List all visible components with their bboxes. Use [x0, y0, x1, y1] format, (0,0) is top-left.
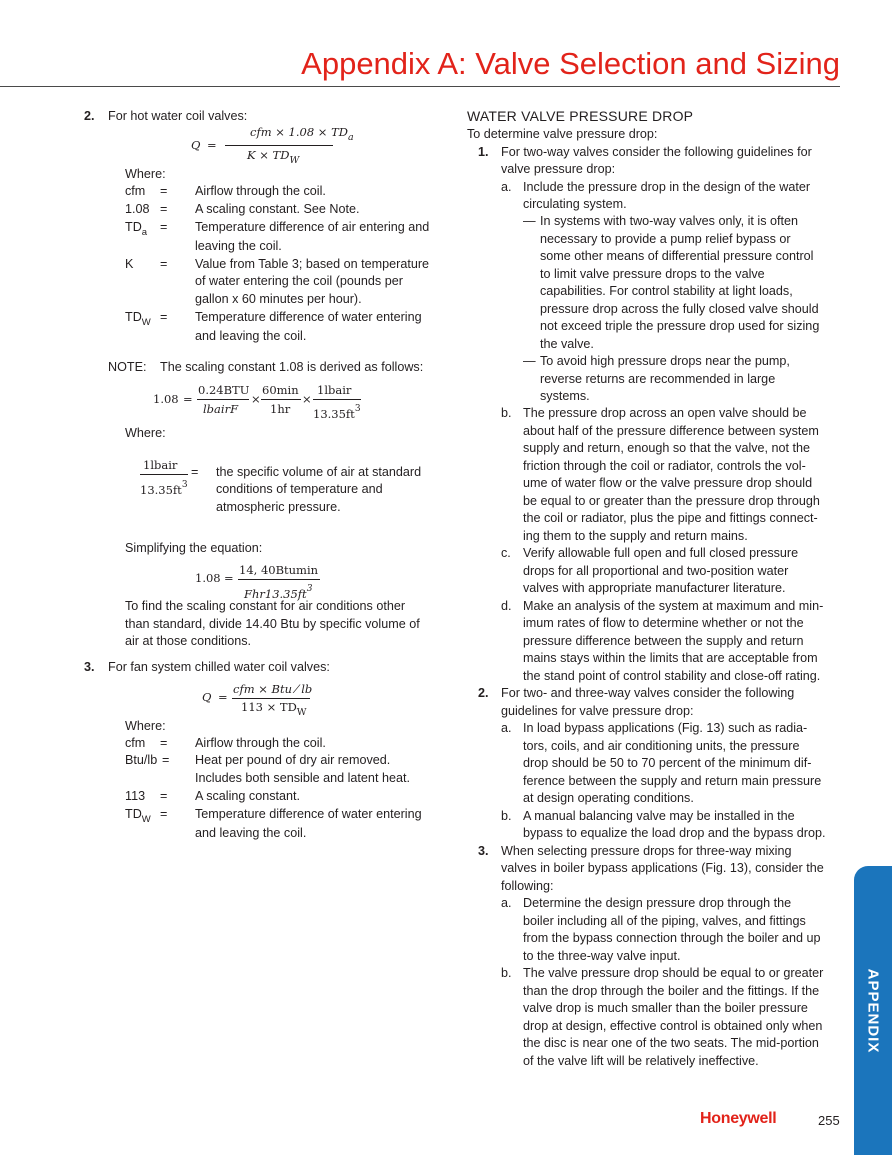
item-line: guidelines for valve pressure drop:: [501, 704, 694, 718]
definition-equals: =: [191, 465, 199, 479]
fraction-bar: [197, 399, 249, 400]
page-number: 255: [818, 1113, 840, 1128]
def-text: Airflow through the coil.: [195, 736, 326, 750]
subitem-line: be equal to or greater than the pressure drop through: [523, 494, 820, 508]
section-intro: To determine valve pressure drop:: [467, 127, 658, 141]
subitem-line: ume of water flow or the valve pressure drop should: [523, 476, 813, 490]
dash-line: In systems with two-way valves only, it is often: [540, 214, 799, 228]
def-text: Value from Table 3; based on temperature: [195, 257, 430, 271]
subitem-letter: a.: [501, 180, 512, 194]
fraction-denominator: $113 \times TD_W$: [241, 700, 307, 718]
def-text: Temperature difference of air entering and: [195, 220, 430, 234]
equation-lhs: Q: [191, 138, 201, 152]
simplify-label: Simplifying the equation:: [125, 541, 263, 555]
subitem-letter: c.: [501, 546, 511, 560]
subitem-line: Verify allowable full open and full closed pressure: [523, 546, 799, 560]
equation-equals: =: [183, 392, 193, 406]
fraction-bar: [140, 474, 188, 475]
def-text: and leaving the coil.: [195, 329, 307, 343]
equation-equals: =: [207, 138, 217, 152]
subitem-line: In load bypass applications (Fig. 13) such as radia-: [523, 721, 808, 735]
subitem-line: pressure difference between the supply and return: [523, 634, 804, 648]
def-equals: =: [160, 807, 168, 821]
def-equals: =: [160, 736, 168, 750]
item-line: following:: [501, 879, 554, 893]
equation-numerator: cfm × $1.08 \times TD_a$: [250, 125, 354, 143]
def-term: Btu/lb: [125, 753, 158, 767]
subitem-line: friction through the coil or radiator, controls the vol-: [523, 459, 806, 473]
subitem-letter: b.: [501, 406, 512, 420]
def-text: leaving the coil.: [195, 239, 282, 253]
subitem-line: to the three-way valve input.: [523, 949, 681, 963]
dash-line: reverse returns are recommended in large: [540, 372, 776, 386]
fraction-bar: [261, 399, 301, 400]
subitem-line: supply and return, enough so that the valve, not the: [523, 441, 811, 455]
equation-equals: =: [218, 690, 228, 704]
subitem-line: circulating system.: [523, 197, 627, 211]
subitem-letter: d.: [501, 599, 512, 613]
def-term: K: [125, 257, 134, 271]
subitem-letter: a.: [501, 896, 512, 910]
subitem-line: the stand point of control stability and close-off rating.: [523, 669, 821, 683]
def-text: Temperature difference of water entering: [195, 807, 422, 821]
def-term: $TD_W$: [125, 807, 151, 825]
note-text: The scaling constant 1.08 is derived as follows:: [160, 360, 424, 374]
where-label: Where:: [125, 426, 166, 440]
item-number: 3.: [84, 660, 95, 674]
def-text: A scaling constant. See Note.: [195, 202, 360, 216]
def-term: $TD_a$: [125, 220, 148, 238]
page-title: Appendix A: Valve Selection and Sizing: [301, 46, 840, 81]
fraction-denominator: $13.35ft^3$: [140, 480, 188, 497]
subitem-line: at design operating conditions.: [523, 791, 694, 805]
fraction-numerator: 1lbair: [317, 383, 352, 397]
appendix-tab-label-wrap: [854, 866, 892, 1155]
dash-line: the valve.: [540, 337, 594, 351]
equation-lhs: 1.08: [153, 392, 179, 406]
def-equals: =: [160, 257, 168, 271]
dash-line: some other means of differential pressure control: [540, 249, 814, 263]
subitem-line: bypass to equalize the load drop and the bypass drop.: [523, 826, 826, 840]
dash-bullet: —: [523, 354, 536, 368]
def-text: gallon x 60 minutes per hour).: [195, 292, 362, 306]
item-line: For two-way valves consider the following guidelines for: [501, 145, 812, 159]
dash-line: systems.: [540, 389, 590, 403]
dash-line: capabilities. For control stability at light loads,: [540, 284, 793, 298]
times-sign: ×: [251, 392, 261, 406]
subitem-line: The valve pressure drop should be equal to or greater: [523, 966, 824, 980]
fraction-denominator: 1hr: [270, 402, 291, 416]
def-equals: =: [160, 184, 168, 198]
subitem-line: mains stays within the limits that are acceptable from: [523, 651, 818, 665]
def-text: Includes both sensible and latent heat.: [195, 771, 410, 785]
def-equals: =: [162, 753, 170, 767]
def-equals: =: [160, 789, 168, 803]
def-text: A scaling constant.: [195, 789, 301, 803]
title-rule: [0, 86, 840, 87]
where-label: Where:: [125, 719, 166, 733]
subitem-line: Include the pressure drop in the design of the water: [523, 180, 811, 194]
def-term: 113: [125, 789, 146, 803]
subitem-line: valves with appropriate manufacturer literature.: [523, 581, 786, 595]
subitem-line: The pressure drop across an open valve should be: [523, 406, 807, 420]
subitem-line: about half of the pressure difference between system: [523, 424, 819, 438]
paragraph-line: To find the scaling constant for air conditions other: [125, 599, 406, 613]
paragraph-line: air at those conditions.: [125, 634, 252, 648]
fraction-numerator: cfm × Btu ⁄ lb: [233, 682, 313, 696]
subitem-letter: a.: [501, 721, 512, 735]
def-term: cfm: [125, 736, 146, 750]
subitem-line: of the valve lift will be relatively ineffective.: [523, 1054, 759, 1068]
fraction-bar: [225, 145, 333, 146]
dash-bullet: —: [523, 214, 536, 228]
dash-line: To avoid high pressure drops near the pump,: [540, 354, 790, 368]
subitem-letter: b.: [501, 966, 512, 980]
def-term: 1.08: [125, 202, 150, 216]
def-term: cfm: [125, 184, 146, 198]
subitem-line: ing them to the supply and return mains.: [523, 529, 748, 543]
equation-equals: =: [224, 571, 234, 585]
item-number: 3.: [478, 844, 489, 858]
def-equals: =: [160, 220, 168, 234]
section-heading: WATER VALVE PRESSURE DROP: [467, 108, 694, 124]
fraction-bar: [313, 399, 361, 400]
dash-line: necessary to provide a pump relief bypass or: [540, 232, 791, 246]
item-number: 2.: [84, 109, 95, 123]
subitem-line: tors, coils, and air conditioning units, the pressure: [523, 739, 800, 753]
subitem-line: drops for all proportional and two-position water: [523, 564, 789, 578]
definition-text: conditions of temperature and: [216, 482, 383, 496]
paragraph-line: than standard, divide 14.40 Btu by specific volume of: [125, 617, 420, 631]
def-equals: =: [160, 202, 168, 216]
fraction-denominator: $Fhr13.35ft^3$: [244, 584, 313, 601]
where-label: Where:: [125, 167, 166, 181]
fraction-denominator: lbairF: [203, 402, 239, 416]
fraction-denominator: $13.35ft^3$: [313, 404, 361, 421]
item-text: For hot water coil valves:: [108, 109, 248, 123]
equation-lhs: Q: [202, 690, 212, 704]
subitem-line: the disc is near one of the two seats. The mid-portion: [523, 1036, 819, 1050]
def-text: and leaving the coil.: [195, 826, 307, 840]
item-line: When selecting pressure drops for three-way mixing: [501, 844, 792, 858]
fraction-numerator: 60min: [262, 383, 299, 397]
item-number: 2.: [478, 686, 489, 700]
fraction-numerator: 14, 40Btumin: [239, 563, 319, 577]
subitem-line: ference between the supply and return main pressure: [523, 774, 822, 788]
times-sign: ×: [302, 392, 312, 406]
subitem-line: drop at design, effective control is obtained only when: [523, 1019, 823, 1033]
item-line: For two- and three-way valves consider the following: [501, 686, 795, 700]
subitem-letter: b.: [501, 809, 512, 823]
honeywell-logo: Honeywell: [700, 1110, 777, 1127]
def-text: Temperature difference of water entering: [195, 310, 422, 324]
fraction-numerator: 1lbair: [143, 458, 178, 472]
equation-denominator: $K \times TD_W$: [247, 148, 300, 166]
subitem-line: Make an analysis of the system at maximum and min-: [523, 599, 824, 613]
subitem-line: Determine the design pressure drop through the: [523, 896, 792, 910]
fraction-bar: [238, 579, 320, 580]
subitem-line: boiler including all of the piping, valves, and fittings: [523, 914, 806, 928]
item-number: 1.: [478, 145, 489, 159]
dash-line: pressure drop across the fully closed valve should: [540, 302, 819, 316]
subitem-line: from the bypass connection through the boiler and up: [523, 931, 821, 945]
appendix-tab-label: APPENDIX: [864, 968, 882, 1054]
def-text: Heat per pound of dry air removed.: [195, 753, 391, 767]
item-line: valve pressure drop:: [501, 162, 616, 176]
definition-text: the specific volume of air at standard: [216, 465, 422, 479]
def-text: Airflow through the coil.: [195, 184, 326, 198]
subitem-line: the coil or radiator, plus the pipe and fittings connect-: [523, 511, 818, 525]
equation-lhs: 1.08: [195, 571, 221, 585]
dash-line: to limit valve pressure drops to the valve: [540, 267, 765, 281]
def-term: $TD_W$: [125, 310, 151, 328]
def-equals: =: [160, 310, 168, 324]
note-label: NOTE:: [108, 360, 147, 374]
subitem-line: imum rates of flow to determine whether or not the: [523, 616, 804, 630]
definition-text: atmospheric pressure.: [216, 500, 341, 514]
subitem-line: A manual balancing valve may be installed in the: [523, 809, 795, 823]
subitem-line: than the drop through the boiler and the fittings. If the: [523, 984, 820, 998]
item-line: valves in boiler bypass applications (Fig. 13), consider the: [501, 861, 824, 875]
fraction-numerator: 0.24BTU: [198, 383, 250, 397]
item-text: For fan system chilled water coil valves:: [108, 660, 330, 674]
subitem-line: valve drop is much smaller than the boiler pressure: [523, 1001, 808, 1015]
dash-line: not exceed triple the pressure drop used for sizing: [540, 319, 820, 333]
def-text: of water entering the coil (pounds per: [195, 274, 403, 288]
subitem-line: drop should be 50 to 70 percent of the minimum dif-: [523, 756, 812, 770]
